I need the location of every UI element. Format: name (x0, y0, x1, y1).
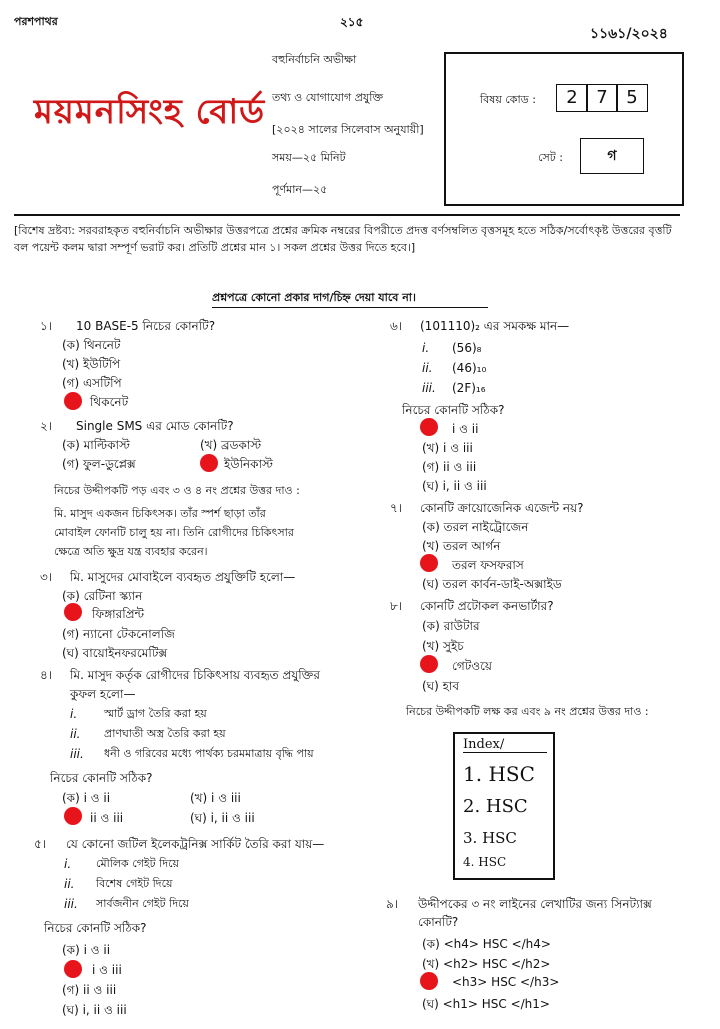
q4-stmt-num: i. (70, 707, 78, 721)
q5-number: ৫। (34, 837, 47, 851)
index-title: Index/ (463, 737, 547, 753)
q4-number: ৪। (40, 668, 53, 682)
page-number: ২১৫ (340, 15, 364, 29)
syllabus-note: [২০২৪ সালের সিলেবাস অনুযায়ী] (272, 123, 424, 136)
instruction-text: [বিশেষ দ্রষ্টব্য: সরবরাহকৃত বহুনির্বাচনি অভীক্ষার উত্তরপত্রে প্রশ্নের ক্রমিক নম্বরের বিপরীতে প্রদত্ত বর্ণসম্বলিত বৃত্তসমূহ হতে সঠিক/সর্বোৎকৃষ্ট উত্তরের বৃত্তটি বল পয়েন্ট কলম দ্বারা সম্পূর্ণ ভরাট কর। প্রতিটি প্রশ্নের মান ১। সকল প্রশ্নের উত্তর দিতে হবে।] (14, 224, 672, 254)
q7-number: ৭। (390, 501, 403, 515)
header-divider (14, 214, 680, 216)
stem2-intro: নিচের উদ্দীপকটি লক্ষ কর এবং ৯ নং প্রশ্নের উত্তর দাও : (406, 705, 649, 718)
q7-option[interactable]: (ঘ) তরল কার্বন-ডাই-অক্সাইড (422, 577, 562, 591)
subject-code-cells (556, 84, 646, 112)
q6-ask: নিচের কোনটি সঠিক? (402, 403, 505, 417)
q6-stmt: (56)₈ (452, 341, 482, 355)
q2-option[interactable]: ইউনিকাস্ট (224, 457, 273, 471)
stem1-line: মোবাইল ফোনটি চালু হয় না। তিনি রোগীদের চিকিৎসার (54, 526, 294, 539)
code-box (444, 52, 684, 206)
q9-number: ৯। (386, 897, 399, 911)
q1-option[interactable]: (গ) এসটিপি (62, 376, 122, 390)
answer-mark (420, 554, 438, 572)
set-value: গ (580, 138, 644, 174)
q7-text: কোনটি ক্রায়োজেনিক এজেন্ট নয়? (420, 501, 584, 515)
q4-stmt-num: iii. (70, 747, 84, 761)
q8-option[interactable]: (ক) রাউটার (422, 619, 480, 633)
code-digit: 2 (556, 84, 588, 112)
answer-mark (420, 655, 438, 673)
q7-option[interactable]: (ক) তরল নাইট্রোজেন (422, 520, 529, 534)
answer-mark (420, 972, 438, 990)
code-digit: 7 (586, 84, 618, 112)
q5-stmt-num: ii. (64, 877, 75, 891)
q6-stmt-num: iii. (422, 381, 436, 395)
q4-option[interactable]: (ঘ) i, ii ও iii (190, 811, 255, 825)
html-index-box (453, 732, 555, 880)
q5-option[interactable]: (ক) i ও ii (62, 943, 111, 957)
q3-option[interactable]: (গ) ন্যানো টেকনোলজি (62, 627, 175, 641)
answer-mark (64, 807, 82, 825)
q9-option[interactable]: (ঘ) <h1> HSC </h1> (422, 997, 550, 1011)
q9-option[interactable]: (ক) <h4> HSC </h4> (422, 937, 551, 951)
index-line-h4: 4. HSC (463, 855, 507, 869)
q5-text: যে কোনো জটিল ইলেকট্রনিক্স সার্কিট তৈরি করা যায়— (66, 837, 325, 851)
q5-stmt-num: i. (64, 857, 72, 871)
q4-option[interactable]: (ক) i ও ii (62, 791, 111, 805)
q5-option[interactable]: i ও iii (92, 963, 122, 977)
q6-number: ৬। (390, 319, 403, 333)
exam-time: সময়—২৫ মিনিট (272, 151, 346, 164)
q3-option[interactable]: (ক) রেটিনা স্ক্যান (62, 589, 143, 603)
q4-text: মি. মাসুদ কর্তৃক রোগীদের চিকিৎসায় ব্যবহৃত প্রযুক্তির (70, 668, 320, 682)
q1-number: ১। (40, 319, 53, 333)
q5-stmt: মৌলিক গেইট দিয়ে (96, 857, 179, 870)
q5-stmt-num: iii. (64, 897, 78, 911)
warning-underline (212, 307, 488, 308)
stem1-intro: নিচের উদ্দীপকটি পড় এবং ৩ ও ৪ নং প্রশ্নের উত্তর দাও : (54, 484, 300, 497)
q4-option[interactable]: (খ) i ও iii (190, 791, 241, 805)
q9-text: উদ্দীপকের ৩ নং লাইনের লেখাটির জন্য সিনট্যাক্স (418, 897, 652, 911)
q4-ask: নিচের কোনটি সঠিক? (50, 771, 153, 785)
q1-text: 10 BASE-5 নিচের কোনটি? (76, 319, 216, 333)
q6-stmt: (2F)₁₆ (452, 381, 486, 395)
warning-text: প্রশ্নপত্রে কোনো প্রকার দাগ/চিহ্ন দেয়া যাবে না। (212, 291, 416, 304)
answer-mark (200, 454, 218, 472)
index-line-h3: 3. HSC (463, 829, 517, 847)
q5-stmt: সার্বজনীন গেইট দিয়ে (96, 897, 189, 910)
q5-option[interactable]: (ঘ) i, ii ও iii (62, 1003, 127, 1017)
q2-option[interactable]: (গ) ফুল-ডুপ্লেক্স (62, 457, 136, 471)
q3-option[interactable]: ফিঙ্গারপ্রিন্ট (92, 607, 145, 621)
answer-mark (64, 603, 82, 621)
q1-option[interactable]: (খ) ইউটিপি (62, 357, 121, 371)
q1-option[interactable]: থিকনেট (90, 395, 129, 409)
set-label: সেট : (538, 151, 563, 164)
q2-option[interactable]: (ক) মাল্টিকাস্ট (62, 438, 130, 452)
q3-text: মি. মাসুদের মোবাইলে ব্যবহৃত প্রযুক্তিটি হলো— (70, 570, 296, 584)
q2-text: Single SMS এর মোড কোনটি? (76, 419, 234, 433)
q6-stmt-num: ii. (422, 361, 433, 375)
q9-option[interactable]: <h3> HSC </h3> (452, 975, 560, 989)
index-line-h1: 1. HSC (463, 762, 535, 786)
q2-option[interactable]: (খ) ব্রডকাস্ট (200, 438, 262, 452)
stem1-line: ক্ষেত্রে অতি ক্ষুদ্র যন্ত্র ব্যবহার করেন। (54, 545, 208, 558)
q3-number: ৩। (40, 570, 53, 584)
q6-option[interactable]: i ও ii (452, 422, 479, 436)
answer-mark (420, 418, 438, 436)
q4-stmt: ধনী ও গরিবের মধ্যে পার্থক্য চরমমাত্রায় বৃদ্ধি পায় (104, 747, 314, 760)
subject-code-label: বিষয় কোড : (480, 93, 536, 106)
q6-option[interactable]: (ঘ) i, ii ও iii (422, 479, 487, 493)
q8-option[interactable]: গেটওয়ে (452, 659, 492, 673)
exam-code: ১১৬১/২০২৪ (590, 26, 668, 42)
full-marks: পূর্ণমান—২৫ (272, 183, 328, 196)
q9-option[interactable]: (খ) <h2> HSC </h2> (422, 957, 551, 971)
q7-option[interactable]: তরল ফসফরাস (452, 558, 524, 572)
subject-name: তথ্য ও যোগাযোগ প্রযুক্তি (272, 91, 384, 104)
q8-number: ৮। (390, 599, 403, 613)
q6-stmt: (46)₁₀ (452, 361, 487, 375)
q4-stmt: স্মার্ট ড্রাগ তৈরি করা হয় (104, 707, 207, 720)
q4-text: কুফল হলো— (70, 687, 136, 701)
index-line-h2: 2. HSC (463, 796, 528, 817)
q9-text: কোনটি? (418, 915, 459, 929)
code-digit: 5 (616, 84, 648, 112)
q5-option[interactable]: (গ) ii ও iii (62, 983, 117, 997)
q8-option[interactable]: (খ) সুইচ (422, 639, 464, 653)
q6-option[interactable]: (গ) ii ও iii (422, 460, 477, 474)
publisher-name: পরশপাথর (14, 15, 58, 28)
q2-number: ২। (40, 419, 53, 433)
q6-option[interactable]: (খ) i ও iii (422, 441, 473, 455)
exam-type: বহুনির্বাচনি অভীক্ষা (272, 53, 357, 66)
answer-mark (64, 960, 82, 978)
q8-text: কোনটি প্রটোকল কনভার্টার? (420, 599, 554, 613)
answer-mark (64, 392, 82, 410)
q5-ask: নিচের কোনটি সঠিক? (44, 921, 147, 935)
q4-stmt-num: ii. (70, 727, 81, 741)
q3-option[interactable]: (ঘ) বায়োইনফরমেটিক্স (62, 646, 168, 660)
stem1-line: মি. মাসুদ একজন চিকিৎসক। তাঁর স্পর্শ ছাড়া তাঁর (54, 507, 266, 520)
q7-option[interactable]: (খ) তরল আর্গন (422, 539, 501, 553)
q5-stmt: বিশেষ গেইট দিয়ে (96, 877, 173, 890)
board-title: ময়মনসিংহ বোর্ড (34, 92, 266, 132)
q8-option[interactable]: (ঘ) হাব (422, 679, 460, 693)
q4-stmt: প্রাণঘাতী অস্ত্র তৈরি করা হয় (104, 727, 226, 740)
q4-option[interactable]: ii ও iii (90, 811, 124, 825)
q1-option[interactable]: (ক) থিননেট (62, 338, 121, 352)
q6-text: (101110)₂ এর সমকক্ষ মান— (420, 319, 570, 333)
q6-stmt-num: i. (422, 341, 430, 355)
